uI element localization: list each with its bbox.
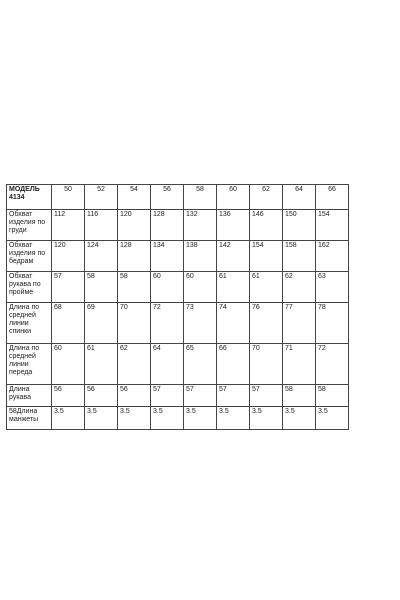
table-cell: 66	[217, 344, 250, 385]
table-cell: 3.5	[283, 407, 316, 430]
table-cell: 72	[316, 344, 349, 385]
size-header: 64	[283, 185, 316, 210]
table-row	[7, 407, 349, 430]
table-cell: 3.5	[118, 407, 151, 430]
table-cell: 74	[217, 303, 250, 344]
table-cell: 71	[283, 344, 316, 385]
table-cell: 77	[283, 303, 316, 344]
table-row	[7, 303, 349, 344]
table-cell: 57	[52, 272, 85, 303]
table-cell: 56	[118, 385, 151, 407]
size-chart-table	[6, 184, 349, 430]
table-cell: 60	[52, 344, 85, 385]
table-cell: 3.5	[151, 407, 184, 430]
table-cell: 60	[151, 272, 184, 303]
size-header: 56	[151, 185, 184, 210]
size-header: 50	[52, 185, 85, 210]
table-cell: 62	[283, 272, 316, 303]
table-row	[7, 385, 349, 407]
table-cell: 57	[184, 385, 217, 407]
model-label: МОДЕЛЬ 4134	[7, 185, 52, 210]
table-cell: 60	[184, 272, 217, 303]
table-cell: 58	[283, 385, 316, 407]
table-cell: 162	[316, 241, 349, 272]
table-cell: 138	[184, 241, 217, 272]
table-row	[7, 210, 349, 241]
table-row	[7, 241, 349, 272]
row-label: Обхват изделия по бедрам	[7, 241, 52, 272]
table-cell: 128	[151, 210, 184, 241]
table-cell: 61	[85, 344, 118, 385]
table-cell: 132	[184, 210, 217, 241]
table-cell: 61	[217, 272, 250, 303]
table-cell: 69	[85, 303, 118, 344]
size-header: 58	[184, 185, 217, 210]
table-cell: 134	[151, 241, 184, 272]
table-cell: 76	[250, 303, 283, 344]
table-cell: 57	[151, 385, 184, 407]
table-cell: 3.5	[217, 407, 250, 430]
row-label: Обхват рукава по пройме	[7, 272, 52, 303]
table-cell: 142	[217, 241, 250, 272]
size-header: 60	[217, 185, 250, 210]
table-cell: 3.5	[85, 407, 118, 430]
size-header: 66	[316, 185, 349, 210]
table-cell: 154	[316, 210, 349, 241]
table-cell: 3.5	[52, 407, 85, 430]
table-cell: 120	[52, 241, 85, 272]
row-label: Длина рукава	[7, 385, 52, 407]
table-cell: 112	[52, 210, 85, 241]
table-cell: 70	[250, 344, 283, 385]
table-cell: 64	[151, 344, 184, 385]
table-cell: 154	[250, 241, 283, 272]
table-cell: 65	[184, 344, 217, 385]
size-header: 62	[250, 185, 283, 210]
table-cell: 124	[85, 241, 118, 272]
header-row	[7, 185, 349, 210]
table-cell: 57	[217, 385, 250, 407]
table-cell: 116	[85, 210, 118, 241]
size-header: 54	[118, 185, 151, 210]
table-cell: 56	[52, 385, 85, 407]
table-cell: 61	[250, 272, 283, 303]
table-row	[7, 344, 349, 385]
table-cell: 57	[250, 385, 283, 407]
row-label: Обхват изделия по груди	[7, 210, 52, 241]
table-cell: 3.5	[184, 407, 217, 430]
row-label: Длина по средней линии спинки	[7, 303, 52, 344]
table-cell: 128	[118, 241, 151, 272]
table-cell: 136	[217, 210, 250, 241]
table-cell: 58	[118, 272, 151, 303]
table-cell: 120	[118, 210, 151, 241]
table-cell: 73	[184, 303, 217, 344]
table-cell: 3.5	[316, 407, 349, 430]
table-cell: 3.5	[250, 407, 283, 430]
table-cell: 68	[52, 303, 85, 344]
table-row	[7, 272, 349, 303]
table-cell: 78	[316, 303, 349, 344]
table-cell: 158	[283, 241, 316, 272]
table-cell: 70	[118, 303, 151, 344]
size-header: 52	[85, 185, 118, 210]
table-cell: 56	[85, 385, 118, 407]
table-cell: 63	[316, 272, 349, 303]
table-cell: 72	[151, 303, 184, 344]
table-cell: 58	[316, 385, 349, 407]
table-cell: 58	[85, 272, 118, 303]
table-cell: 62	[118, 344, 151, 385]
row-label: 58Длина манжеты	[7, 407, 52, 430]
table-cell: 150	[283, 210, 316, 241]
row-label: Длина по средней линии переда	[7, 344, 52, 385]
table-cell: 146	[250, 210, 283, 241]
